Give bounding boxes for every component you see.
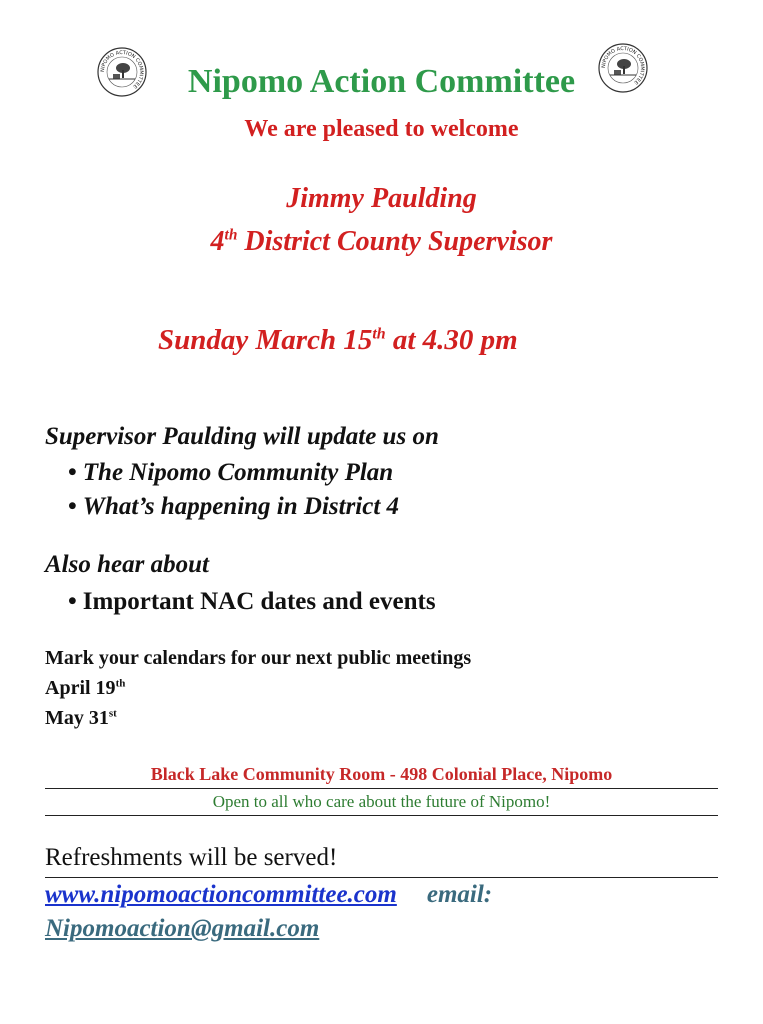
also-item (68, 588, 436, 616)
divider (45, 877, 718, 878)
event-date-sup: th (372, 325, 386, 343)
guest-role-suffix: District County Supervisor (237, 226, 553, 257)
svg-text:NIPOMO ACTION COMMITTEE: NIPOMO ACTION COMMITTEE (600, 45, 646, 86)
calendar-date-text: April 19 (45, 677, 116, 699)
bullet-icon: • (68, 493, 77, 520)
calendar-intro: Mark your calendars for our next public meetings (45, 647, 472, 669)
contact-line (45, 881, 492, 909)
website-link[interactable]: www.nipomoactioncommittee.com (45, 881, 397, 908)
venue-open-text: Open to all who care about the future of Nipomo! (212, 792, 551, 811)
email-line (45, 915, 319, 943)
guest-role (0, 226, 763, 258)
page-title: Nipomo Action Committee (187, 63, 576, 100)
event-date-suffix: at 4.30 pm (385, 324, 518, 356)
guest-role-sup: th (224, 226, 238, 244)
calendar-date (45, 707, 117, 730)
bullet-icon: • (68, 459, 77, 486)
update-item (68, 493, 399, 521)
guest-role-prefix: 4 (210, 226, 225, 257)
calendar-date-sup: th (115, 677, 126, 690)
update-item-text: What’s happening in District 4 (82, 493, 400, 520)
email-label: email: (426, 881, 493, 908)
also-intro: Also hear about (45, 551, 209, 578)
also-item-text: Important NAC dates and events (82, 588, 436, 615)
svg-text:NIPOMO ACTION COMMITTEE: NIPOMO ACTION COMMITTEE (99, 49, 145, 90)
welcome-text: We are pleased to welcome (244, 116, 519, 142)
email-link[interactable]: Nipomoaction@gmail.com (45, 915, 320, 942)
refreshments-text: Refreshments will be served! (45, 844, 338, 871)
bullet-icon: • (68, 588, 77, 615)
event-date (158, 324, 518, 357)
venue-location: Black Lake Community Room - 498 Colonial Place, Nipomo (150, 764, 613, 784)
update-item (68, 459, 393, 487)
calendar-date-sup: st (108, 707, 117, 720)
divider (45, 788, 718, 789)
update-item-text: The Nipomo Community Plan (82, 459, 394, 486)
divider (45, 815, 718, 816)
update-intro: Supervisor Paulding will update us on (45, 423, 439, 450)
event-date-prefix: Sunday March 15 (158, 324, 373, 356)
calendar-date (45, 677, 125, 700)
guest-name: Jimmy Paulding (286, 183, 477, 214)
calendar-date-text: May 31 (45, 707, 109, 729)
